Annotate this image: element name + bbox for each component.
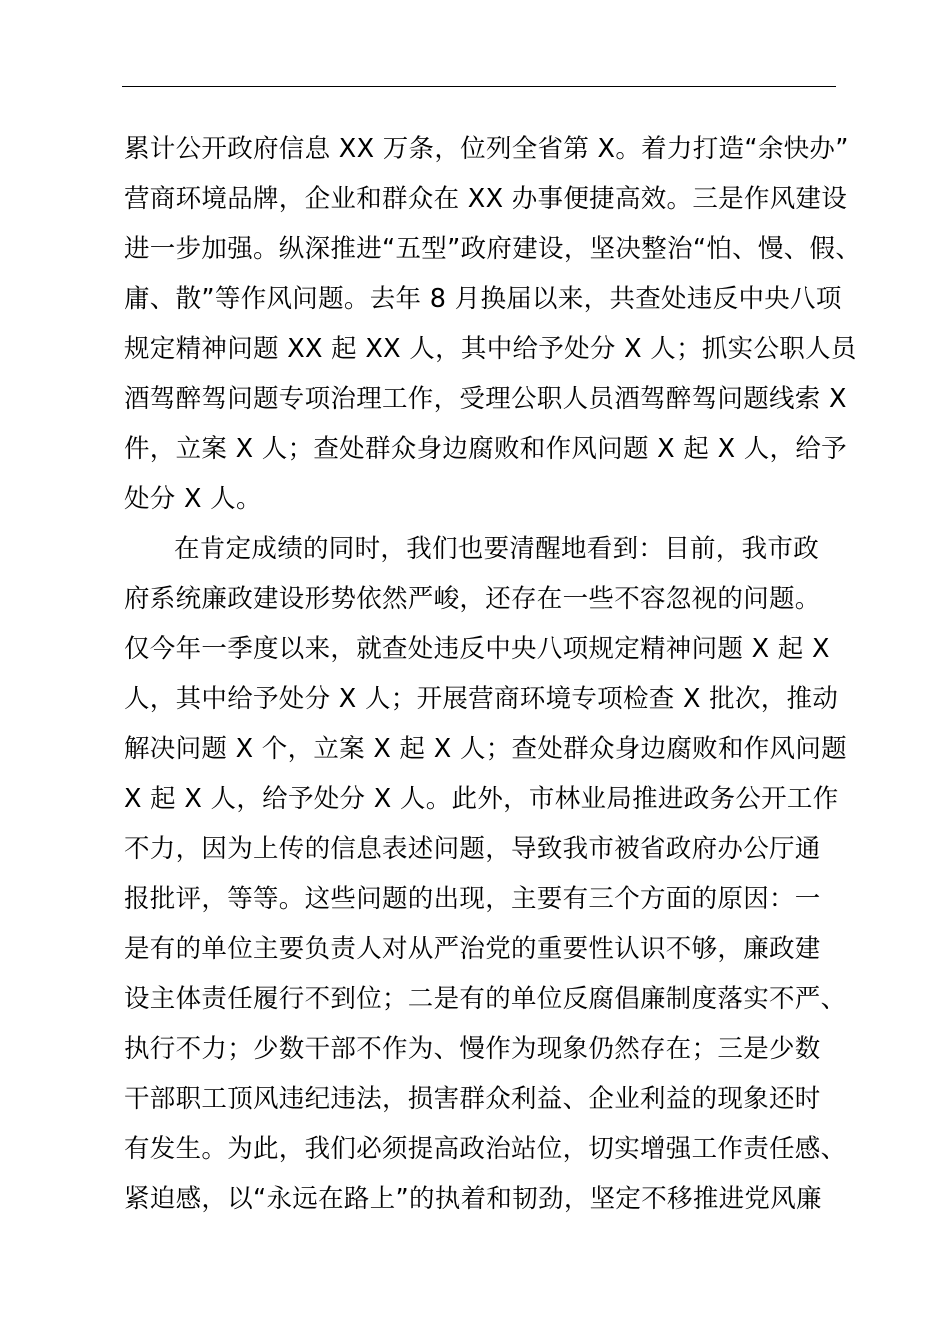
paragraph-1-line-4: 庸、散”等作风问题。去年 8 月换届以来，共查处违反中央八项 bbox=[124, 284, 842, 314]
paragraph-1-line-6: 酒驾醉驾问题专项治理工作，受理公职人员酒驾醉驾问题线索 X bbox=[124, 384, 847, 414]
paragraph-1-line-1: 累计公开政府信息 XX 万条，位列全省第 X。着力打造“余快办” bbox=[124, 134, 849, 164]
paragraph-1-line-7: 件，立案 X 人；查处群众身边腐败和作风问题 X 起 X 人，给予 bbox=[124, 434, 847, 464]
paragraph-2-line-2: 府系统廉政建设形势依然严峻，还存在一些不容忽视的问题。 bbox=[124, 584, 821, 614]
paragraph-2-line-6: X 起 X 人，给予处分 X 人。此外，市林业局推进政务公开工作 bbox=[124, 784, 839, 814]
paragraph-2-line-5: 解决问题 X 个，立案 X 起 X 人；查处群众身边腐败和作风问题 bbox=[124, 734, 847, 764]
paragraph-2-line-7: 不力，因为上传的信息表述问题，导致我市被省政府办公厅通 bbox=[124, 834, 821, 864]
paragraph-2-line-10: 设主体责任履行不到位；二是有的单位反腐倡廉制度落实不严、 bbox=[124, 984, 847, 1014]
paragraph-2-line-3: 仅今年一季度以来，就查处违反中央八项规定精神问题 X 起 X bbox=[124, 634, 830, 664]
paragraph-2-line-8: 报批评，等等。这些问题的出现，主要有三个方面的原因：一 bbox=[124, 884, 821, 914]
paragraph-2-line-4: 人，其中给予处分 X 人；开展营商环境专项检查 X 批次，推动 bbox=[124, 684, 839, 714]
paragraph-2-line-14: 紧迫感，以“永远在路上”的执着和韧劲，坚定不移推进党风廉 bbox=[124, 1184, 822, 1214]
paragraph-1-line-8: 处分 X 人。 bbox=[124, 484, 262, 514]
body-text bbox=[124, 124, 862, 1224]
paragraph-1-line-5: 规定精神问题 XX 起 XX 人，其中给予处分 X 人；抓实公职人员 bbox=[124, 334, 857, 364]
paragraph-1-line-2: 营商环境品牌，企业和群众在 XX 办事便捷高效。三是作风建设 bbox=[124, 184, 848, 214]
paragraph-2-line-9: 是有的单位主要负责人对从严治党的重要性认识不够，廉政建 bbox=[124, 934, 821, 964]
paragraph-2-line-13: 有发生。为此，我们必须提高政治站位，切实增强工作责任感、 bbox=[124, 1134, 847, 1164]
paragraph-2-line-11: 执行不力；少数干部不作为、慢作为现象仍然存在；三是少数 bbox=[124, 1034, 821, 1064]
paragraph-2-line-1: 在肯定成绩的同时，我们也要清醒地看到：目前，我市政 bbox=[174, 534, 820, 564]
paragraph-1-line-3: 进一步加强。纵深推进“五型”政府建设，坚决整治“怕、慢、假、 bbox=[124, 234, 862, 264]
header-rule bbox=[122, 86, 836, 87]
paragraph-2-line-12: 干部职工顶风违纪违法，损害群众利益、企业利益的现象还时 bbox=[124, 1084, 821, 1114]
